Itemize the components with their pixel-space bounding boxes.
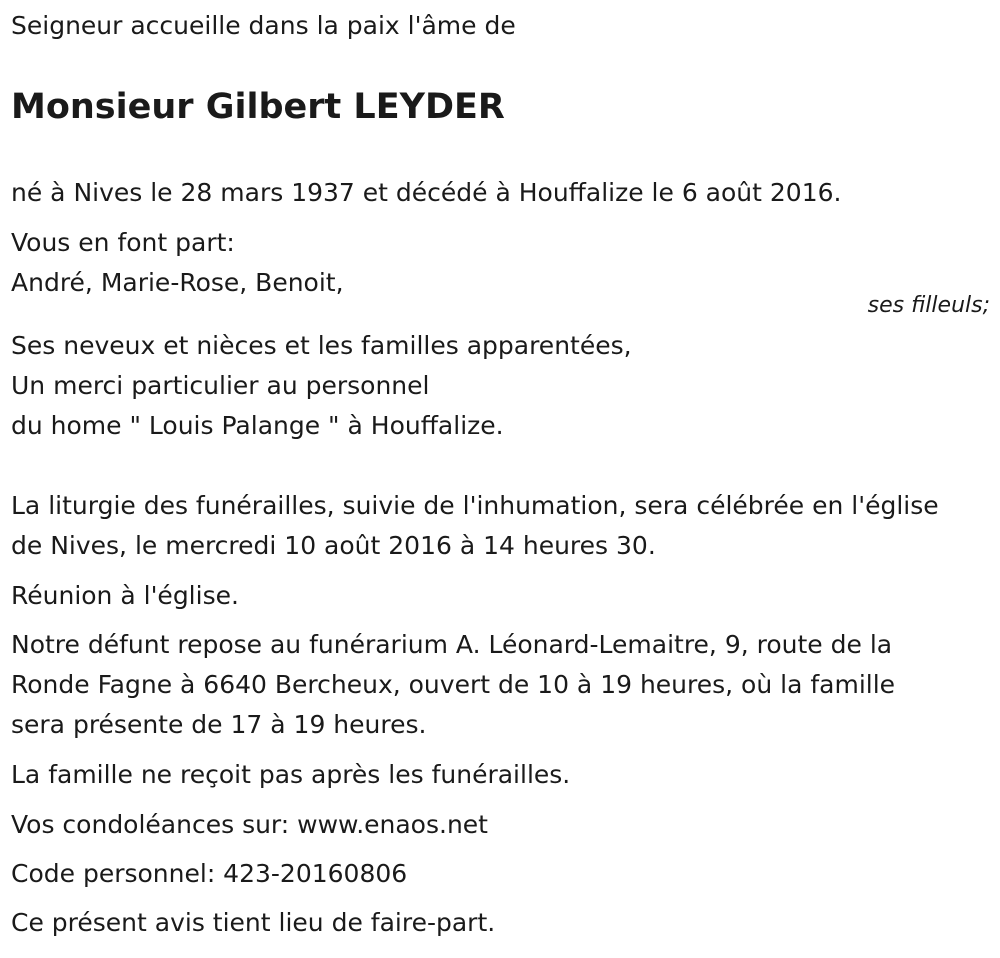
funerarium-line: Notre défunt repose au funérarium A. Léonard-Lemaitre, 9, route de la	[11, 630, 893, 659]
family-line: du home " Louis Palange " à Houffalize.	[11, 411, 504, 440]
family-paragraph	[11, 326, 632, 446]
godchildren-label: ses filleuls;	[867, 293, 990, 318]
birth-death-text: né à Nives le 28 mars 1937 et décédé à Houffalize le 6 août 2016.	[11, 178, 842, 207]
liturgy-paragraph	[11, 486, 991, 566]
deceased-name: Monsieur Gilbert LEYDER	[11, 87, 505, 127]
liturgy-line: de Nives, le mercredi 10 août 2016 à 14 heures 30.	[11, 531, 656, 560]
funerarium-line: Ronde Fagne à 6640 Bercheux, ouvert de 10 à 19 heures, où la famille	[11, 670, 896, 699]
announce-names: André, Marie-Rose, Benoit,	[11, 268, 344, 297]
intro-text: Seigneur accueille dans la paix l'âme de	[11, 11, 516, 40]
family-line: Ses neveux et nièces et les familles apparentées,	[11, 331, 632, 360]
reunion-text: Réunion à l'église.	[11, 581, 239, 610]
funerarium-line: sera présente de 17 à 19 heures.	[11, 710, 427, 739]
liturgy-line: La liturgie des funérailles, suivie de l'inhumation, sera célébrée en l'église	[11, 491, 939, 520]
condolences-text: Vos condoléances sur: www.enaos.net	[11, 810, 488, 839]
reception-text: La famille ne reçoit pas après les funérailles.	[11, 760, 571, 789]
funerarium-paragraph	[11, 625, 895, 745]
personal-code-text: Code personnel: 423-20160806	[11, 859, 408, 888]
closing-text: Ce présent avis tient lieu de faire-part.	[11, 908, 496, 937]
family-line: Un merci particulier au personnel	[11, 371, 430, 400]
announce-title: Vous en font part:	[11, 228, 235, 257]
